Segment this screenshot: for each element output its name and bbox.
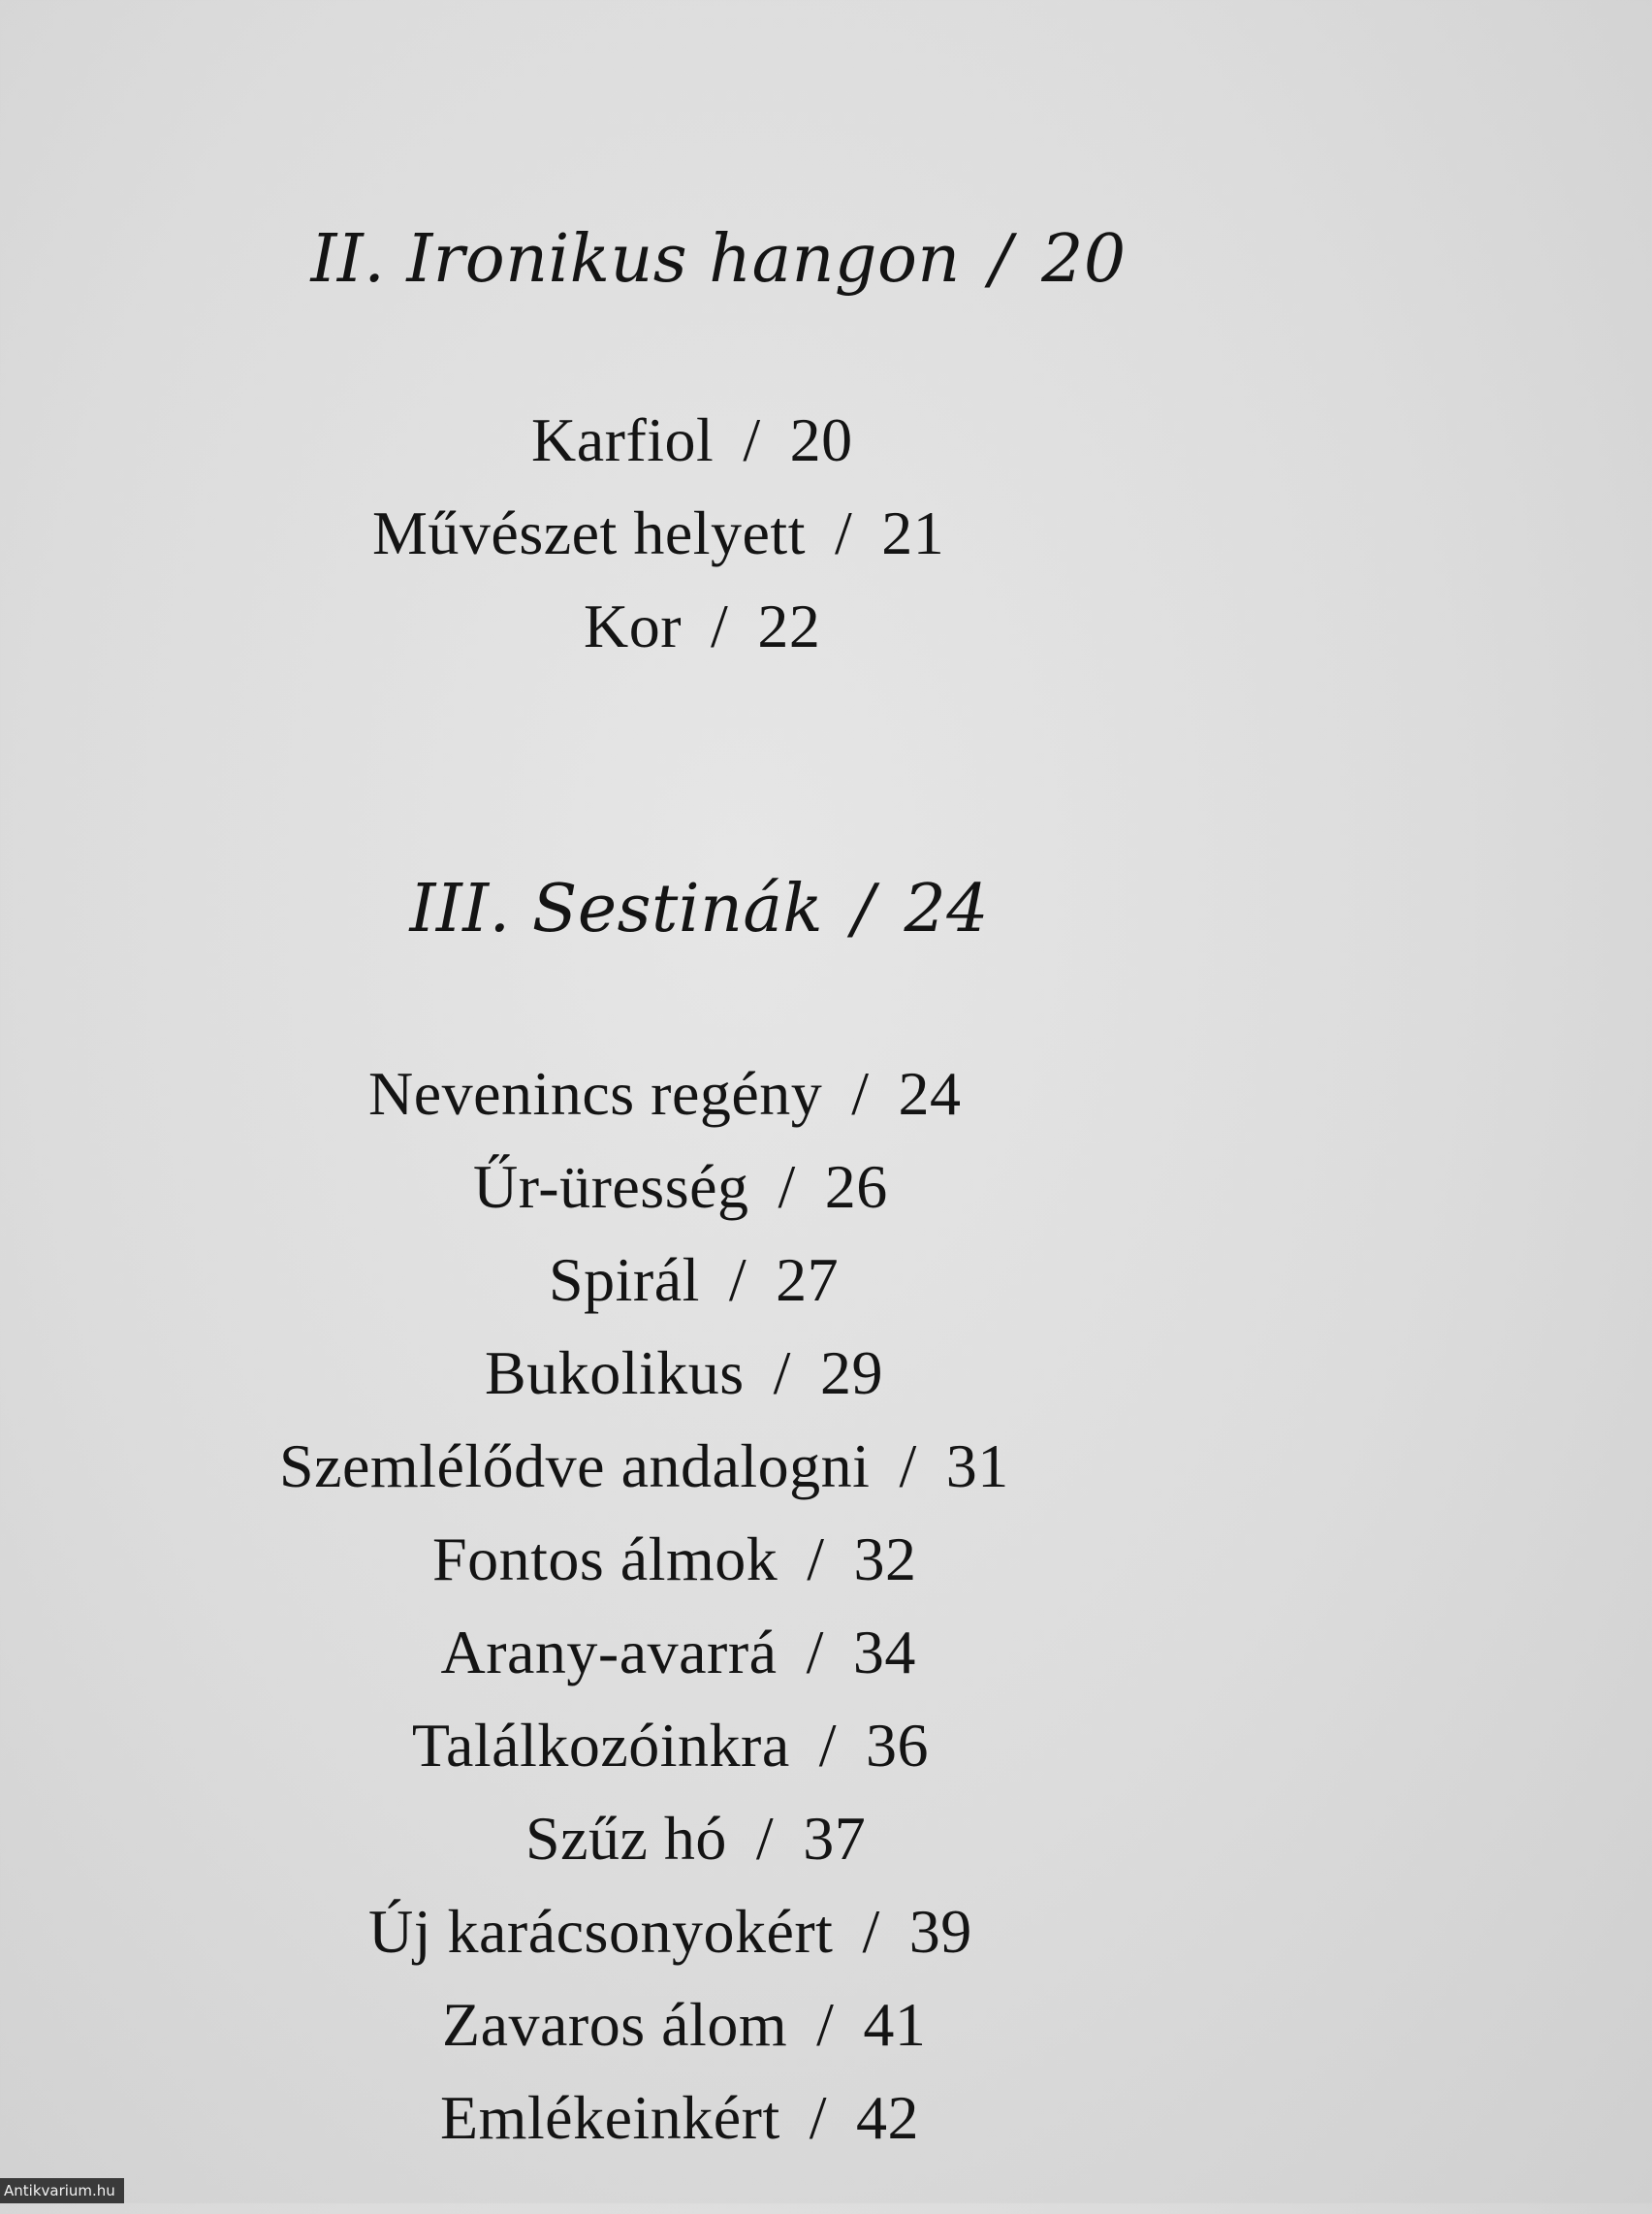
page-number: 31 [945,1431,1009,1500]
entry-title: Nevenincs regény [368,1059,823,1128]
separator: / [862,1897,880,1966]
toc-entry [520,533,820,720]
entry-title: Szemlélődve andalogni [279,1431,871,1500]
page-number: 36 [866,1711,930,1780]
separator: / [728,1245,747,1314]
separator: / [852,871,875,947]
entry-title: Szűz hó [525,1804,727,1873]
entry-title: Fontos álmok [432,1524,778,1593]
entry-title: Találkozóinkra [411,1711,790,1780]
page-number: 24 [904,871,990,947]
page-number: 20 [1041,221,1127,298]
entry-title: Emlékeinkért [440,2083,780,2152]
section-title: III. Sestinák [409,871,824,947]
separator: / [834,498,853,567]
page-number: 24 [898,1059,962,1128]
page-number: 21 [881,498,945,567]
page-number: 32 [853,1524,917,1593]
page-number: 37 [803,1804,867,1873]
page-number: 39 [908,1897,972,1966]
source-watermark: Antikvarium.hu [0,2178,124,2203]
entry-title: Bukolikus [485,1338,745,1407]
separator: / [743,405,761,474]
section-heading-iii [324,811,989,1009]
separator: / [807,1524,825,1593]
separator: / [818,1711,838,1780]
section-title: II. Ironikus hangon [310,221,961,298]
separator: / [809,2083,828,2152]
entry-title: Új karácsonyokért [368,1897,834,1966]
separator: / [773,1338,791,1407]
separator: / [851,1059,870,1128]
page-number: 29 [819,1338,883,1407]
page-number: 41 [863,1990,927,2059]
toc-entry [376,2025,919,2211]
entry-title: Karfiol [531,405,715,474]
separator: / [778,1152,796,1221]
separator: / [806,1618,824,1686]
separator: / [899,1431,917,1500]
section-heading-ii [225,161,1127,359]
page-number: 20 [789,405,853,474]
entry-title: Kor [584,592,683,660]
page-number: 22 [757,592,821,660]
separator: / [989,221,1013,298]
page-number: 42 [856,2083,920,2152]
page-number: 27 [776,1245,840,1314]
entry-title: Arany-avarrá [440,1618,778,1686]
entry-title: Zavaros álom [442,1990,788,2059]
entry-title: Művészet helyett [372,498,806,567]
entry-title: Spirál [549,1245,700,1314]
separator: / [711,592,729,660]
page-number: 34 [852,1618,916,1686]
separator: / [816,1990,835,2059]
page-number: 26 [824,1152,888,1221]
entry-title: Űr-üresség [473,1152,749,1221]
separator: / [755,1804,775,1873]
